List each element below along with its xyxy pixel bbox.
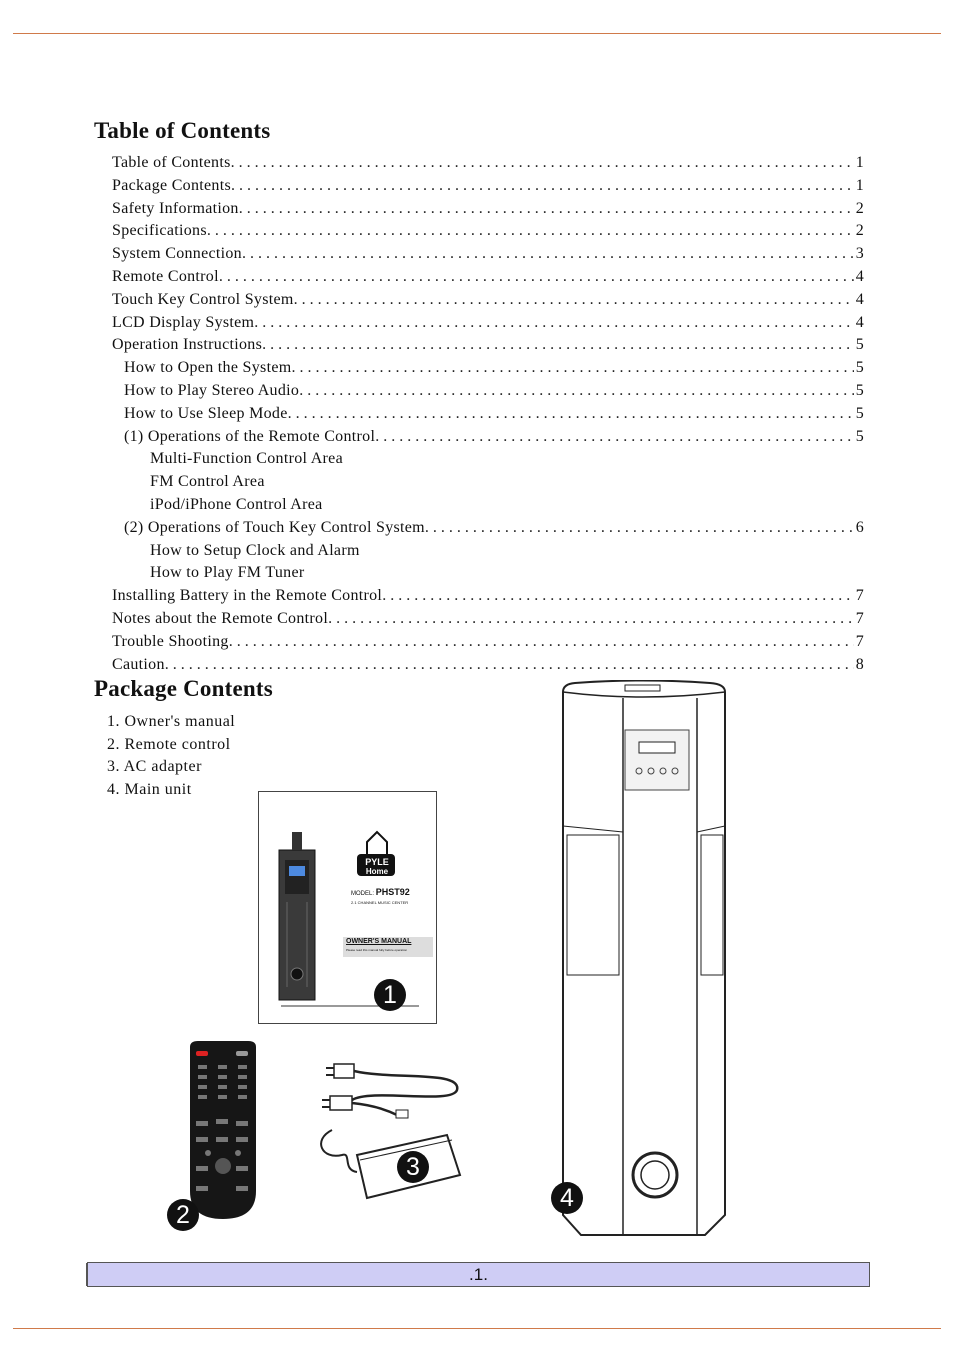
- toc-entry-label: Installing Battery in the Remote Control: [112, 587, 383, 605]
- toc-entry-page: 6: [855, 518, 864, 536]
- toc-leader-dots: [382, 585, 854, 607]
- page-number: .1.: [469, 1265, 488, 1284]
- toc-entry-label: (1) Operations of the Remote Control: [124, 427, 376, 445]
- toc-entry-label: Safety Information: [112, 199, 239, 217]
- brand-logo-sub: Home: [365, 867, 389, 876]
- toc-entry-label: (2) Operations of Touch Key Control System: [124, 518, 425, 536]
- owners-manual-illustration: [258, 791, 437, 1024]
- toc-entry-page: 7: [855, 632, 864, 650]
- badge-3: 3: [397, 1151, 429, 1183]
- manual-title: OWNER'S MANUAL: [346, 938, 412, 945]
- badge-1: 1: [374, 979, 406, 1011]
- toc-entry: [112, 585, 864, 607]
- toc-leader-dots: [294, 289, 854, 311]
- toc-leader-dots: [231, 152, 854, 174]
- toc-entry: [112, 152, 864, 174]
- toc-entry-page: 4: [855, 313, 864, 331]
- package-item: 3. AC adapter: [107, 758, 202, 776]
- toc-entry: [112, 243, 864, 265]
- toc-entry-label: Trouble Shooting: [112, 632, 229, 650]
- toc-entry: [124, 380, 864, 402]
- remote-control-illustration: [186, 1041, 260, 1221]
- toc-leader-dots: [254, 312, 853, 334]
- toc-leader-dots: [219, 266, 854, 288]
- toc-entry-label: FM Control Area: [150, 473, 265, 491]
- toc-entry-page: 4: [855, 268, 864, 285]
- toc-entry-label: iPod/iPhone Control Area: [150, 496, 323, 513]
- toc-leader-dots: [242, 243, 854, 265]
- toc-entry-page: 5: [855, 382, 864, 399]
- package-list: [107, 711, 235, 802]
- toc-entry-label: Touch Key Control System: [112, 290, 294, 308]
- toc-entry: [112, 608, 864, 630]
- toc-entry-label: Operation Instructions: [112, 336, 263, 354]
- toc-entry-label: Table of Contents: [112, 154, 231, 171]
- toc-entry: [112, 175, 864, 197]
- toc-leader-dots: [165, 654, 854, 676]
- badge-2: 2: [167, 1199, 199, 1231]
- package-item: 4. Main unit: [107, 781, 192, 799]
- toc-entry-page: 3: [855, 245, 864, 263]
- toc-leader-dots: [291, 357, 853, 379]
- toc-entry: [124, 403, 864, 425]
- model-label: MODEL:: [351, 891, 375, 897]
- toc-entry-page: 7: [855, 610, 864, 627]
- toc-entry-page: 5: [855, 427, 864, 445]
- ac-adapter-illustration: [312, 1060, 472, 1200]
- toc-entry: [124, 517, 864, 539]
- toc-leader-dots: [328, 608, 854, 630]
- toc-entry: [150, 471, 265, 493]
- toc-entry-page: 5: [855, 404, 864, 422]
- toc-entry: [112, 631, 864, 653]
- toc-entry-page: 7: [855, 587, 864, 605]
- toc-entry: [124, 426, 864, 448]
- toc-leader-dots: [288, 403, 854, 425]
- package-item: 2. Remote control: [107, 735, 231, 753]
- toc-entry-label: Package Contents: [112, 176, 231, 194]
- toc-entry-page: 1: [855, 154, 864, 171]
- package-heading: Package Contents: [94, 676, 273, 701]
- toc-entry-label: How to Open the System: [124, 359, 292, 377]
- toc-entry: [112, 289, 864, 311]
- toc-entry-page: 5: [855, 336, 864, 354]
- manual-note: Please read this manual fully before operation: [346, 948, 408, 952]
- toc-leader-dots: [231, 175, 854, 197]
- toc-entry-label: How to Play FM Tuner: [150, 564, 305, 582]
- manual-cover-art: [259, 792, 436, 1023]
- toc-entry-label: How to Play Stereo Audio: [124, 382, 300, 399]
- main-unit-illustration: [555, 680, 730, 1245]
- badge-4: 4: [551, 1182, 583, 1214]
- bottom-rule: [13, 1328, 941, 1329]
- toc-entry: [112, 266, 864, 288]
- toc-entry: [150, 494, 323, 516]
- toc-entry-label: Remote Control: [112, 268, 219, 285]
- toc-entry-page: 2: [855, 199, 864, 217]
- toc-entry-label: Notes about the Remote Control: [112, 610, 329, 627]
- toc-heading: Table of Contents: [94, 118, 271, 143]
- toc-leader-dots: [299, 380, 853, 402]
- toc-entry: [150, 540, 360, 562]
- toc-entry-label: Specifications: [112, 222, 207, 240]
- top-rule: [13, 33, 941, 34]
- toc-entry: [150, 448, 343, 470]
- page-number-bar: [87, 1262, 870, 1287]
- toc-entry-label: How to Setup Clock and Alarm: [150, 541, 360, 559]
- toc-entry-page: 8: [855, 655, 864, 673]
- toc-leader-dots: [425, 517, 854, 539]
- toc-entry-page: 4: [855, 290, 864, 308]
- toc-entry: [150, 562, 304, 584]
- toc-entry: [112, 654, 864, 676]
- toc-entry-page: 2: [855, 222, 864, 240]
- toc-entry-label: Caution: [112, 655, 165, 673]
- toc-entry-label: System Connection: [112, 245, 242, 263]
- toc-entry: [112, 220, 864, 242]
- package-item: 1. Owner's manual: [107, 713, 236, 730]
- toc-leader-dots: [229, 631, 854, 653]
- model-number: PHST92: [375, 887, 410, 897]
- toc-entry-page: 5: [855, 359, 864, 377]
- toc-leader-dots: [239, 198, 854, 220]
- toc-leader-dots: [207, 220, 854, 242]
- brand-logo-text: PYLE: [365, 857, 389, 867]
- toc-entry-page: 1: [855, 176, 864, 194]
- cover-subtitle: 2.1 CHANNEL MUSIC CENTER: [351, 900, 409, 905]
- toc-entry: [112, 198, 864, 220]
- toc-entry-label: Multi-Function Control Area: [150, 450, 343, 468]
- toc-leader-dots: [262, 334, 854, 356]
- toc-entry: [124, 357, 864, 379]
- toc-entry-label: LCD Display System: [112, 313, 255, 331]
- toc-entry: [112, 334, 864, 356]
- toc-entry: [112, 312, 864, 334]
- toc-entry-label: How to Use Sleep Mode: [124, 404, 288, 422]
- toc-leader-dots: [375, 426, 853, 448]
